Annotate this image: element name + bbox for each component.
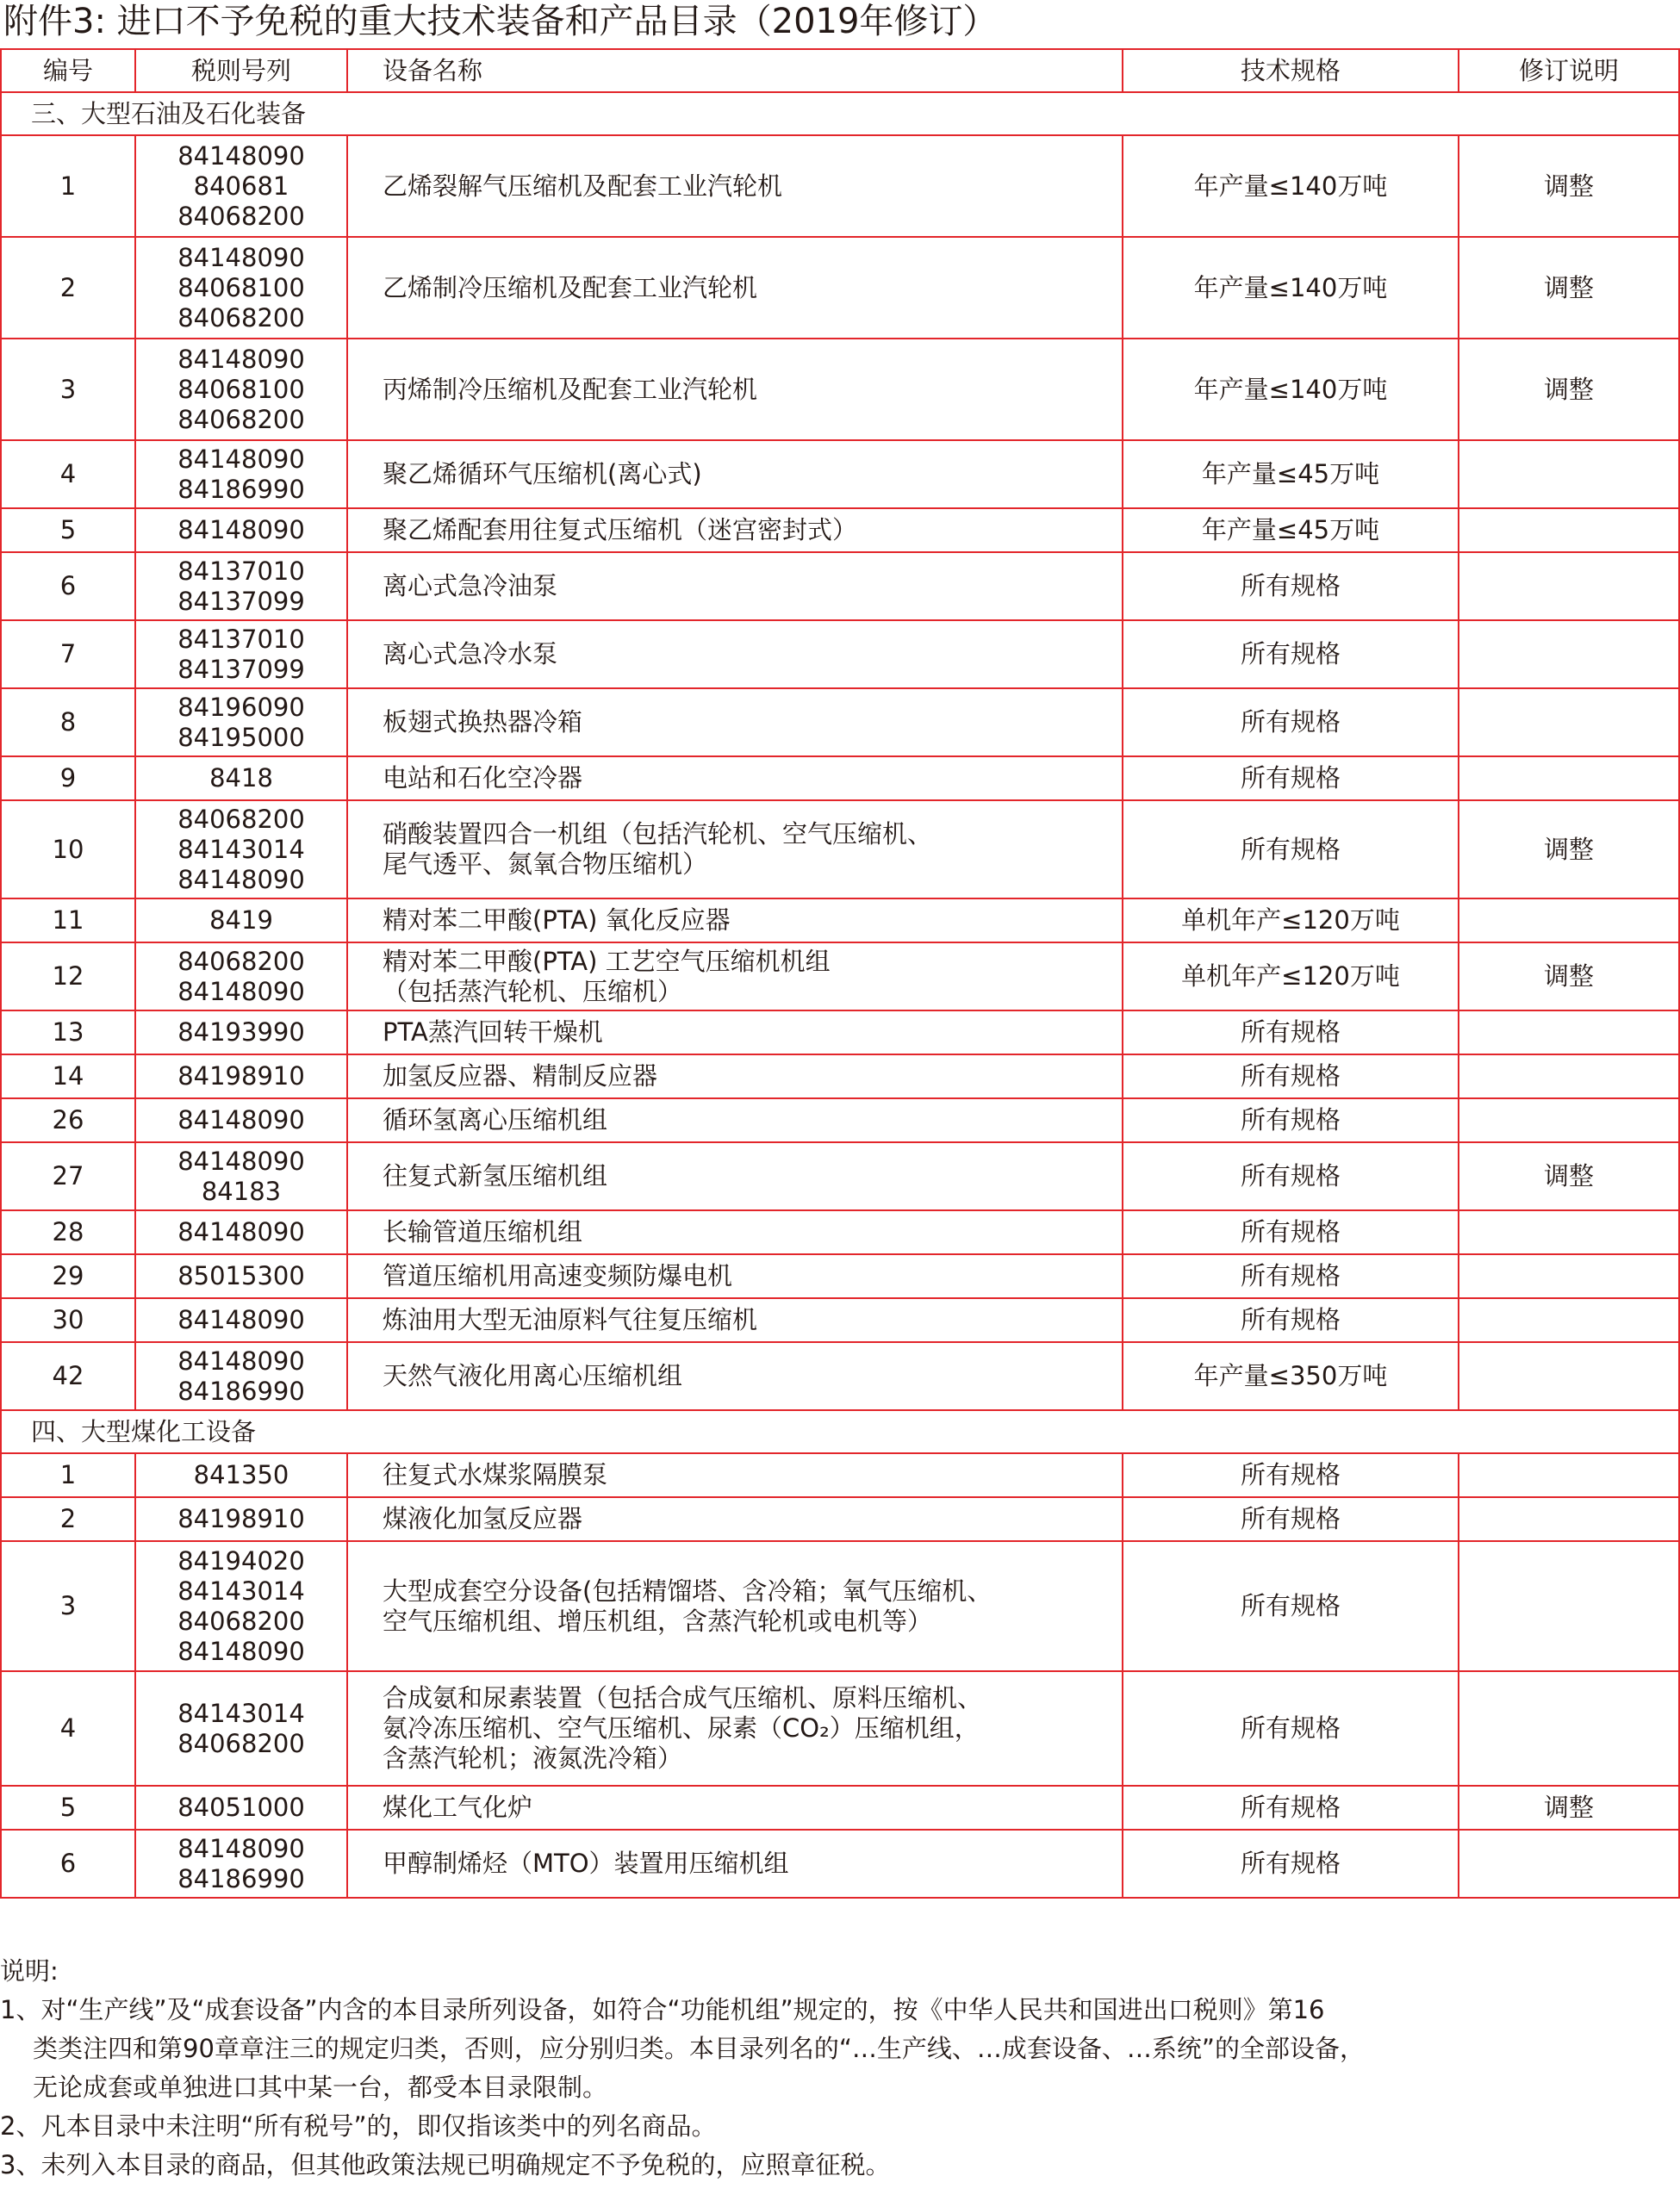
- revision-note: [1459, 688, 1679, 756]
- tariff-code: 84148090: [177, 344, 305, 374]
- tariff-code: 84051000: [177, 1793, 305, 1822]
- row-number: 9: [1, 756, 135, 800]
- tariff-code-cell: [135, 688, 347, 756]
- tariff-code-cell: [135, 1098, 347, 1142]
- row-number: 8: [1, 688, 135, 756]
- tariff-code: 840681: [193, 171, 289, 201]
- note-line: 3、未列入本目录的商品，但其他政策法规已明确规定不予免税的，应照章征税。: [0, 2150, 891, 2179]
- section-title: 三、大型石油及石化装备: [1, 92, 1679, 135]
- row-number: 7: [1, 620, 135, 688]
- tariff-code: 84195000: [177, 722, 305, 752]
- tariff-code: 84198910: [177, 1061, 305, 1091]
- technical-spec: 年产量≤140万吨: [1123, 135, 1459, 237]
- equipment-catalog-table: [0, 48, 1680, 1899]
- technical-spec: 所有规格: [1123, 1254, 1459, 1298]
- revision-note: 调整: [1459, 237, 1679, 339]
- tariff-code: 84193990: [177, 1017, 305, 1047]
- table-row: [1, 508, 1679, 552]
- equipment-name-cell: [347, 237, 1123, 339]
- row-number: 12: [1, 942, 135, 1010]
- technical-spec: 所有规格: [1123, 1541, 1459, 1671]
- equipment-name: 丙烯制冷压缩机及配套工业汽轮机: [383, 374, 758, 404]
- technical-spec: 所有规格: [1123, 1054, 1459, 1098]
- column-header-no: 编号: [1, 49, 135, 92]
- column-header-specification: 技术规格: [1123, 49, 1459, 92]
- technical-spec: 所有规格: [1123, 1786, 1459, 1830]
- revision-note: [1459, 1541, 1679, 1671]
- tariff-code: 84143014: [177, 834, 305, 864]
- technical-spec: 年产量≤140万吨: [1123, 237, 1459, 339]
- tariff-code-cell: [135, 440, 347, 508]
- equipment-name: 离心式急冷油泵: [383, 571, 558, 600]
- equipment-name-cell: [347, 1142, 1123, 1210]
- tariff-code: 841350: [193, 1460, 289, 1489]
- table-row: [1, 942, 1679, 1010]
- technical-spec: 所有规格: [1123, 1671, 1459, 1786]
- equipment-name-cell: [347, 1830, 1123, 1898]
- table-row: [1, 1786, 1679, 1830]
- revision-note: [1459, 1254, 1679, 1298]
- technical-spec: 年产量≤350万吨: [1123, 1342, 1459, 1410]
- notes-section: [0, 1952, 1678, 2185]
- tariff-code: 84148090: [177, 864, 305, 894]
- row-number: 2: [1, 237, 135, 339]
- tariff-code-cell: [135, 1453, 347, 1497]
- equipment-name-cell: [347, 1786, 1123, 1830]
- tariff-code-cell: [135, 1254, 347, 1298]
- revision-note: [1459, 1830, 1679, 1898]
- column-header-equipment-name: 设备名称: [347, 49, 1123, 92]
- technical-spec: 单机年产≤120万吨: [1123, 942, 1459, 1010]
- row-number: 14: [1, 1054, 135, 1098]
- equipment-name: 离心式急冷水泵: [383, 639, 558, 668]
- tariff-code-cell: [135, 620, 347, 688]
- section-row: [1, 92, 1679, 135]
- notes-heading: 说明:: [0, 1956, 59, 1986]
- revision-note: [1459, 508, 1679, 552]
- equipment-name: 循环氢离心压缩机组: [383, 1105, 608, 1135]
- note-line: 无论成套或单独进口其中某一台，都受本目录限制。: [33, 2073, 608, 2102]
- equipment-name-cell: [347, 898, 1123, 942]
- row-number: 5: [1, 1786, 135, 1830]
- note-item: [0, 1991, 1678, 2107]
- equipment-name-cell: [347, 756, 1123, 800]
- section-row: [1, 1410, 1679, 1453]
- section-title: 四、大型煤化工设备: [1, 1410, 1679, 1453]
- row-number: 27: [1, 1142, 135, 1210]
- tariff-code-cell: [135, 135, 347, 237]
- equipment-name: 硝酸装置四合一机组（包括汽轮机、空气压缩机、: [383, 819, 933, 849]
- equipment-name-cell: [347, 1298, 1123, 1342]
- equipment-name-cell: [347, 1453, 1123, 1497]
- technical-spec: 年产量≤140万吨: [1123, 339, 1459, 440]
- revision-note: [1459, 756, 1679, 800]
- revision-note: 调整: [1459, 339, 1679, 440]
- equipment-name: 尾气透平、氮氧合物压缩机）: [383, 849, 708, 879]
- row-number: 1: [1, 1453, 135, 1497]
- equipment-name: 管道压缩机用高速变频防爆电机: [383, 1261, 733, 1290]
- tariff-code-cell: [135, 1541, 347, 1671]
- technical-spec: 所有规格: [1123, 552, 1459, 620]
- equipment-name: 电站和石化空冷器: [383, 763, 583, 793]
- equipment-name: 加氢反应器、精制反应器: [383, 1061, 658, 1091]
- table-row: [1, 1098, 1679, 1142]
- tariff-code-cell: [135, 1497, 347, 1541]
- table-row: [1, 440, 1679, 508]
- row-number: 26: [1, 1098, 135, 1142]
- equipment-name: 煤液化加氢反应器: [383, 1504, 583, 1533]
- tariff-code: 84148090: [177, 242, 305, 272]
- tariff-code-cell: [135, 1830, 347, 1898]
- tariff-code: 84148090: [177, 1305, 305, 1334]
- row-number: 1: [1, 135, 135, 237]
- row-number: 3: [1, 339, 135, 440]
- equipment-name: 氨冷冻压缩机、空气压缩机、尿素（CO₂）压缩机组，: [383, 1713, 980, 1743]
- equipment-name: 空气压缩机组、增压机组，含蒸汽轮机或电机等）: [383, 1606, 933, 1636]
- equipment-name: 天然气液化用离心压缩机组: [383, 1361, 683, 1390]
- row-number: 28: [1, 1210, 135, 1254]
- column-header-tariff-code: 税则号列: [135, 49, 347, 92]
- table-row: [1, 756, 1679, 800]
- revision-note: [1459, 552, 1679, 620]
- tariff-code: 84143014: [177, 1698, 305, 1728]
- technical-spec: 所有规格: [1123, 1010, 1459, 1054]
- revision-note: [1459, 1671, 1679, 1786]
- technical-spec: 年产量≤45万吨: [1123, 508, 1459, 552]
- tariff-code: 84068200: [177, 201, 305, 231]
- tariff-code-cell: [135, 800, 347, 898]
- revision-note: [1459, 1054, 1679, 1098]
- tariff-code: 84196090: [177, 692, 305, 722]
- tariff-code-cell: [135, 1210, 347, 1254]
- equipment-name-cell: [347, 508, 1123, 552]
- tariff-code: 84198910: [177, 1504, 305, 1533]
- technical-spec: 所有规格: [1123, 1497, 1459, 1541]
- tariff-code: 84148090: [177, 1346, 305, 1376]
- row-number: 11: [1, 898, 135, 942]
- equipment-name: 长输管道压缩机组: [383, 1217, 583, 1246]
- table-row: [1, 339, 1679, 440]
- equipment-name: 合成氨和尿素装置（包括合成气压缩机、原料压缩机、: [383, 1683, 983, 1713]
- tariff-code: 84148090: [177, 1636, 305, 1666]
- tariff-code: 85015300: [177, 1261, 305, 1290]
- tariff-code-cell: [135, 1054, 347, 1098]
- tariff-code: 84148090: [177, 1217, 305, 1246]
- equipment-name-cell: [347, 1010, 1123, 1054]
- technical-spec: 单机年产≤120万吨: [1123, 898, 1459, 942]
- tariff-code: 84068200: [177, 1606, 305, 1636]
- table-row: [1, 1254, 1679, 1298]
- revision-note: 调整: [1459, 800, 1679, 898]
- revision-note: [1459, 440, 1679, 508]
- tariff-code: 84068200: [177, 804, 305, 834]
- tariff-code: 84148090: [177, 515, 305, 544]
- equipment-name: 乙烯裂解气压缩机及配套工业汽轮机: [383, 171, 783, 201]
- technical-spec: 所有规格: [1123, 620, 1459, 688]
- row-number: 5: [1, 508, 135, 552]
- note-line: 类类注四和第90章章注三的规定归类，否则，应分别归类。本目录列名的“…生产线、…成套设备、…系统”的全部设备，: [33, 2034, 1365, 2063]
- technical-spec: 所有规格: [1123, 1210, 1459, 1254]
- technical-spec: 所有规格: [1123, 1142, 1459, 1210]
- table-row: [1, 1342, 1679, 1410]
- technical-spec: 所有规格: [1123, 1098, 1459, 1142]
- tariff-code: 8419: [209, 905, 273, 935]
- tariff-code: 84137010: [177, 624, 305, 654]
- equipment-name-cell: [347, 552, 1123, 620]
- tariff-code: 84068100: [177, 374, 305, 404]
- equipment-name-cell: [347, 339, 1123, 440]
- equipment-name: 精对苯二甲酸(PTA) 氧化反应器: [383, 905, 731, 935]
- tariff-code: 84148090: [177, 1146, 305, 1176]
- equipment-name: 精对苯二甲酸(PTA) 工艺空气压缩机机组: [383, 946, 831, 976]
- revision-note: [1459, 1010, 1679, 1054]
- table-header-row: [1, 49, 1679, 92]
- equipment-name: 煤化工气化炉: [383, 1793, 533, 1822]
- tariff-code-cell: [135, 339, 347, 440]
- table-row: [1, 1453, 1679, 1497]
- tariff-code-cell: [135, 756, 347, 800]
- tariff-code-cell: [135, 1342, 347, 1410]
- equipment-name-cell: [347, 1671, 1123, 1786]
- tariff-code-cell: [135, 1298, 347, 1342]
- tariff-code: 84068100: [177, 272, 305, 302]
- tariff-code-cell: [135, 1142, 347, 1210]
- table-row: [1, 237, 1679, 339]
- table-row: [1, 1671, 1679, 1786]
- equipment-name: 板翅式换热器冷箱: [383, 707, 583, 737]
- tariff-code: 84194020: [177, 1545, 305, 1576]
- tariff-code-cell: [135, 898, 347, 942]
- equipment-name-cell: [347, 1541, 1123, 1671]
- equipment-name-cell: [347, 1098, 1123, 1142]
- tariff-code: 84186990: [177, 1376, 305, 1406]
- technical-spec: 所有规格: [1123, 756, 1459, 800]
- table-row: [1, 135, 1679, 237]
- row-number: 29: [1, 1254, 135, 1298]
- tariff-code: 84186990: [177, 1863, 305, 1893]
- technical-spec: 所有规格: [1123, 1830, 1459, 1898]
- tariff-code: 84068200: [177, 946, 305, 976]
- tariff-code: 84148090: [177, 976, 305, 1006]
- technical-spec: 所有规格: [1123, 1298, 1459, 1342]
- row-number: 6: [1, 552, 135, 620]
- column-header-revision-note: 修订说明: [1459, 49, 1679, 92]
- tariff-code: 84148090: [177, 1105, 305, 1135]
- equipment-name: 炼油用大型无油原料气往复压缩机: [383, 1305, 758, 1334]
- equipment-name-cell: [347, 620, 1123, 688]
- tariff-code: 84068200: [177, 404, 305, 434]
- note-item: [0, 2146, 1678, 2185]
- equipment-name: （包括蒸汽轮机、压缩机）: [383, 976, 683, 1006]
- equipment-name: PTA蒸汽回转干燥机: [383, 1017, 603, 1047]
- revision-note: [1459, 1098, 1679, 1142]
- equipment-name-cell: [347, 942, 1123, 1010]
- revision-note: 调整: [1459, 135, 1679, 237]
- revision-note: [1459, 620, 1679, 688]
- table-row: [1, 1541, 1679, 1671]
- equipment-name: 往复式新氢压缩机组: [383, 1161, 608, 1191]
- technical-spec: 所有规格: [1123, 688, 1459, 756]
- row-number: 2: [1, 1497, 135, 1541]
- technical-spec: 所有规格: [1123, 800, 1459, 898]
- equipment-name-cell: [347, 1054, 1123, 1098]
- table-row: [1, 1010, 1679, 1054]
- equipment-name-cell: [347, 688, 1123, 756]
- revision-note: [1459, 1497, 1679, 1541]
- tariff-code: 84068200: [177, 1728, 305, 1758]
- revision-note: [1459, 898, 1679, 942]
- tariff-code-cell: [135, 1010, 347, 1054]
- tariff-code: 84148090: [177, 444, 305, 474]
- tariff-code: 84137010: [177, 556, 305, 586]
- revision-note: 调整: [1459, 1142, 1679, 1210]
- revision-note: [1459, 1453, 1679, 1497]
- equipment-name: 聚乙烯配套用往复式压缩机（迷宫密封式）: [383, 515, 858, 544]
- table-row: [1, 1830, 1679, 1898]
- table-row: [1, 1210, 1679, 1254]
- equipment-name-cell: [347, 800, 1123, 898]
- table-row: [1, 898, 1679, 942]
- row-number: 10: [1, 800, 135, 898]
- note-line: 2、凡本目录中未注明“所有税号”的，即仅指该类中的列名商品。: [0, 2111, 717, 2141]
- tariff-code: 84148090: [177, 1833, 305, 1863]
- tariff-code: 84143014: [177, 1576, 305, 1606]
- equipment-name: 甲醇制烯烃（MTO）装置用压缩机组: [383, 1849, 789, 1878]
- equipment-name: 聚乙烯循环气压缩机(离心式): [383, 459, 702, 488]
- equipment-name-cell: [347, 135, 1123, 237]
- equipment-name-cell: [347, 1497, 1123, 1541]
- tariff-code-cell: [135, 552, 347, 620]
- equipment-name-cell: [347, 1210, 1123, 1254]
- note-item: [0, 2107, 1678, 2146]
- tariff-code: 84148090: [177, 140, 305, 171]
- tariff-code: 84183: [201, 1176, 282, 1206]
- table-row: [1, 620, 1679, 688]
- row-number: 4: [1, 1671, 135, 1786]
- row-number: 30: [1, 1298, 135, 1342]
- technical-spec: 年产量≤45万吨: [1123, 440, 1459, 508]
- tariff-code: 84068200: [177, 302, 305, 333]
- tariff-code: 84137099: [177, 654, 305, 684]
- tariff-code-cell: [135, 942, 347, 1010]
- tariff-code-cell: [135, 1671, 347, 1786]
- table-row: [1, 688, 1679, 756]
- equipment-name: 大型成套空分设备(包括精馏塔、含冷箱；氧气压缩机、: [383, 1576, 992, 1606]
- equipment-name: 往复式水煤浆隔膜泵: [383, 1460, 608, 1489]
- revision-note: 调整: [1459, 1786, 1679, 1830]
- notes-list: [0, 1991, 1678, 2185]
- note-line: 1、对“生产线”及“成套设备”内含的本目录所列设备，如符合“功能机组”规定的，按《中华人民共和国进出口税则》第16: [0, 1995, 1325, 2024]
- tariff-code: 84186990: [177, 474, 305, 504]
- page-title: 附件3: 进口不予免税的重大技术装备和产品目录（2019年修订）: [3, 2, 998, 41]
- revision-note: [1459, 1210, 1679, 1254]
- table-row: [1, 800, 1679, 898]
- tariff-code-cell: [135, 1786, 347, 1830]
- revision-note: 调整: [1459, 942, 1679, 1010]
- table-row: [1, 552, 1679, 620]
- equipment-name-cell: [347, 1254, 1123, 1298]
- row-number: 13: [1, 1010, 135, 1054]
- table-row: [1, 1054, 1679, 1098]
- row-number: 6: [1, 1830, 135, 1898]
- row-number: 4: [1, 440, 135, 508]
- row-number: 3: [1, 1541, 135, 1671]
- equipment-name-cell: [347, 1342, 1123, 1410]
- equipment-name: 含蒸汽轮机；液氮洗冷箱）: [383, 1744, 683, 1773]
- tariff-code-cell: [135, 508, 347, 552]
- revision-note: [1459, 1342, 1679, 1410]
- row-number: 42: [1, 1342, 135, 1410]
- tariff-code: 84137099: [177, 586, 305, 616]
- equipment-name-cell: [347, 440, 1123, 508]
- table-row: [1, 1298, 1679, 1342]
- technical-spec: 所有规格: [1123, 1453, 1459, 1497]
- table-row: [1, 1497, 1679, 1541]
- revision-note: [1459, 1298, 1679, 1342]
- table-row: [1, 1142, 1679, 1210]
- tariff-code-cell: [135, 237, 347, 339]
- equipment-name: 乙烯制冷压缩机及配套工业汽轮机: [383, 272, 758, 302]
- tariff-code: 8418: [209, 763, 273, 793]
